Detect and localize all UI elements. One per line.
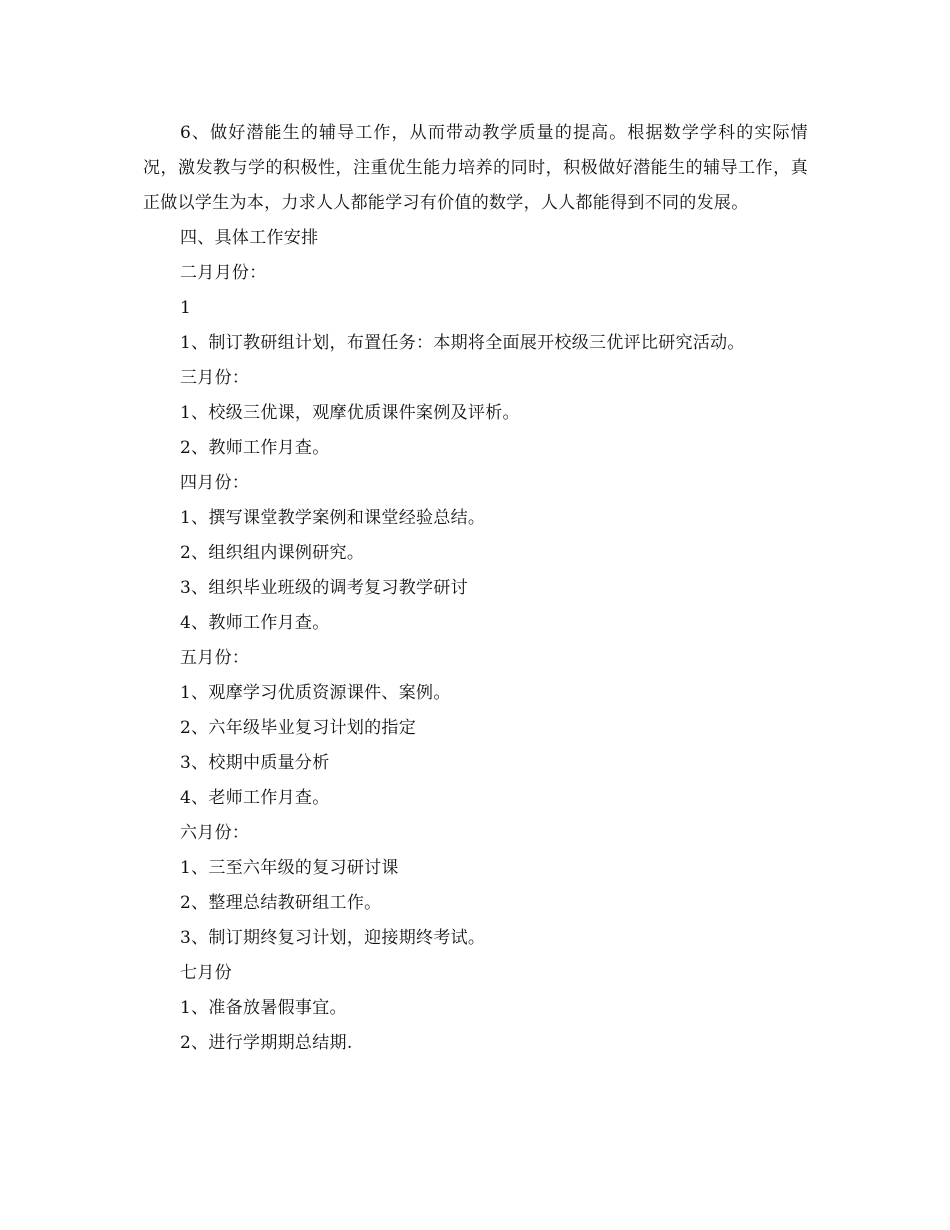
month-heading-june: 六月份： [180, 823, 250, 843]
list-item: 3、制订期终复习计划，迎接期终考试。 [180, 928, 486, 948]
month-heading-may: 五月份： [180, 648, 250, 668]
list-item: 1、三至六年级的复习研讨课 [180, 858, 399, 878]
list-item: 1、校级三优课，观摩优质课件案例及评析。 [180, 403, 520, 423]
list-item: 3、组织毕业班级的调考复习教学研讨 [180, 578, 468, 598]
list-item: 2、六年级毕业复习计划的指定 [180, 718, 417, 738]
month-heading-april: 四月份： [180, 473, 250, 493]
month-heading-march: 三月份： [180, 368, 250, 388]
list-item: 1、撰写课堂教学案例和课堂经验总结。 [180, 508, 486, 528]
section-heading-work-schedule: 四、具体工作安排 [180, 228, 319, 248]
list-item: 4、教师工作月查。 [180, 613, 330, 633]
list-item: 1、观摩学习优质资源课件、案例。 [180, 683, 451, 703]
list-item: 1、准备放暑假事宜。 [180, 998, 347, 1018]
list-item: 2、整理总结教研组工作。 [180, 893, 382, 913]
month-heading-february: 二月月份： [180, 263, 267, 283]
intro-paragraph: 6、做好潜能生的辅导工作，从而带动教学质量的提高。根据数学学科的实际情况，激发教与学的积极性，注重优生能力培养的同时，积极做好潜能生的辅导工作，真正做以学生为本，力求人人都能学习有价值的数学，人人都能得到不同的发展。 [143, 123, 808, 213]
list-item: 4、老师工作月查。 [180, 788, 330, 808]
list-item: 2、教师工作月查。 [180, 438, 330, 458]
list-item: 2、组织组内课例研究。 [180, 543, 365, 563]
month-heading-july: 七月份 [180, 963, 232, 983]
list-item: 1、制订教研组计划，布置任务：本期将全面展开校级三优评比研究活动。 [180, 333, 745, 353]
page-number-marker: 1 [180, 298, 192, 318]
document-body [143, 116, 808, 1061]
list-item: 3、校期中质量分析 [180, 753, 330, 773]
list-item: 2、进行学期期总结期. [180, 1033, 353, 1053]
